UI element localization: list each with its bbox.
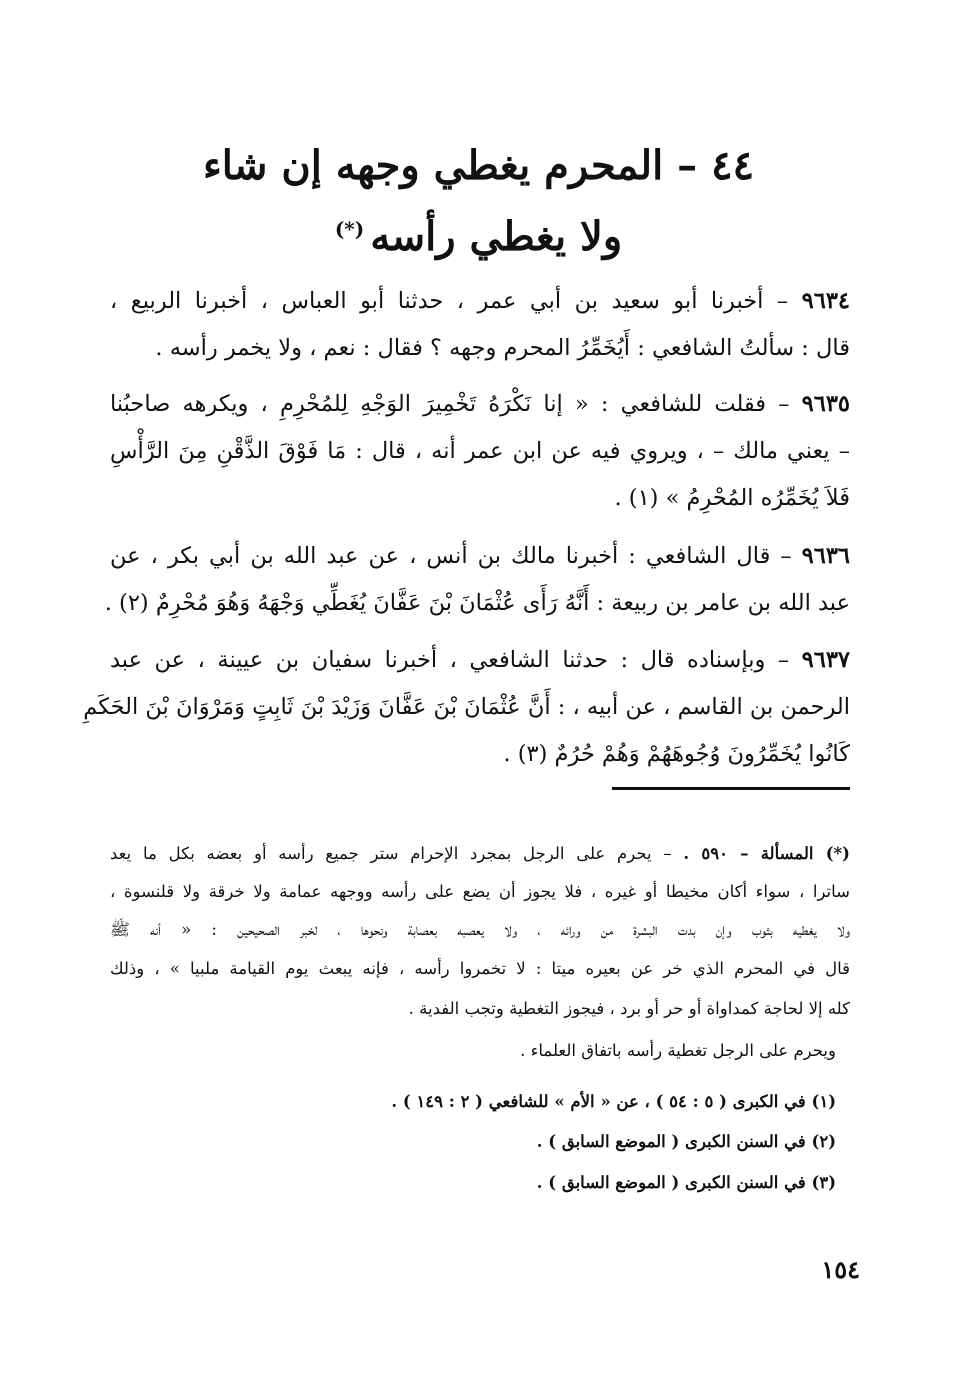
paragraph-9636-line-1: [110, 541, 850, 573]
paragraph-9635-line-1: [110, 389, 850, 421]
paragraph-9637-line-2: الرحمن بن القاسم ، عن أبيه ، : أَنَّ عُثْمَانَ بْنَ عَفَّانَ وَزَيْدَ بْنَ ثَابِتٍ وَمَرْوَانَ بْنَ الحَكَمِ: [83, 694, 850, 720]
hadith-number: ٩٦٣٥: [801, 391, 850, 417]
paragraph-text: – قال الشافعي : أخبرنا مالك بن أنس ، عن عبد الله بن أبي بكر ، عن: [110, 543, 792, 569]
chapter-footnote-marker: (*): [334, 216, 365, 241]
footnote-separator: [612, 787, 850, 790]
chapter-title-line-1: ٤٤ – المحرم يغطي وجهه إن شاء: [202, 142, 755, 189]
paragraph-9634-line-2: قال : سألتُ الشافعي : أَيُخَمِّرُ المحرم وجهه ؟ فقال : نعم ، ولا يخمر رأسه .: [155, 335, 850, 361]
footnote-commentary-line-3: ولا يغطيه بثوب وإن بدت البشرة من ورائه ، ولا يعصبه بعصابة ونحوها ، لخبر الصحيحين : « أنه ﷺ: [110, 920, 850, 939]
paragraph-9636-line-2: عبد الله بن عامر بن ربيعة : أَنَّهُ رَأَى عُثْمَانَ بْنَ عَفَّانَ يُغَطِّي وَجْهَهُ وَهُوَ مُحْرِمٌ (٢) .: [104, 590, 850, 616]
footnote-3: (٣) في السنن الكبرى ( الموضع السابق ) .: [536, 1173, 836, 1192]
hadith-number: ٩٦٣٦: [801, 543, 851, 569]
hadith-number: ٩٦٣٤: [801, 288, 850, 314]
footnote-1: (١) في الكبرى ( ٥ : ٥٤ ) ، عن « الأم » للشافعي ( ٢ : ١٤٩ ) .: [391, 1092, 836, 1111]
footnote-commentary-line-6: ويحرم على الرجل تغطية رأسه باتفاق العلماء .: [520, 1041, 836, 1060]
paragraph-text: – أخبرنا أبو سعيد بن أبي عمر ، حدثنا أبو العباس ، أخبرنا الربيع ،: [110, 288, 789, 314]
footnote-commentary-line-1: [110, 842, 850, 865]
chapter-title-text: ولا يغطي رأسه: [370, 213, 623, 260]
paragraph-9635-line-3: فَلاَ يُخَمِّرُه المُحْرِمُ » (١) .: [614, 485, 850, 511]
hadith-number: ٩٦٣٧: [801, 647, 850, 673]
paragraph-9637-line-3: كَانُوا يُخَمِّرُونَ وُجُوهَهُمْ وَهُمْ حُرُمٌ (٣) .: [503, 741, 850, 767]
footnote-commentary-line-5: كله إلا لحاجة كمداواة أو حر أو برد ، فيجوز التغطية وتجب الفدية .: [408, 999, 850, 1018]
paragraph-9637-line-1: [110, 645, 850, 677]
footnote-text: – يحرم على الرجل بمجرد الإحرام ستر جميع رأسه أو بعضه بكل ما يعد: [110, 844, 672, 863]
paragraph-text: – وبإسناده قال : حدثنا الشافعي ، أخبرنا سفيان بن عيينة ، عن عبد: [110, 647, 790, 673]
footnote-commentary-line-4: قال في المحرم الذي خر عن بعيره ميتا : لا تخمروا رأسه ، فإنه يبعث يوم القيامة ملبيا » ، وذلك: [110, 959, 850, 978]
footnote-2: (٢) في السنن الكبرى ( الموضع السابق ) .: [536, 1132, 836, 1151]
chapter-title-line-2: [100, 213, 857, 261]
page-number: ١٥٤: [821, 1255, 860, 1284]
footnote-lead: (*) المسألة – ٥٩٠ .: [683, 844, 850, 863]
paragraph-9634-line-1: [110, 286, 850, 318]
footnote-commentary-line-2: ساترا ، سواء أكان مخيطا أو غيره ، فلا يجوز أن يضع على رأسه ووجهه عمامة ولا خرقة ولا قلنسوة ،: [110, 882, 850, 901]
paragraph-9635-line-2: – يعني مالك – ، ويروي فيه عن ابن عمر أنه ، قال : مَا فَوْقَ الذَّقْنِ مِنَ الرَّأْسِ: [110, 438, 850, 464]
paragraph-text: – فقلت للشافعي : « إنا نَكْرَهُ تَخْمِيرَ الوَجْهِ لِلمُحْرِمِ ، ويكرهه صاحبُنا: [110, 391, 790, 417]
